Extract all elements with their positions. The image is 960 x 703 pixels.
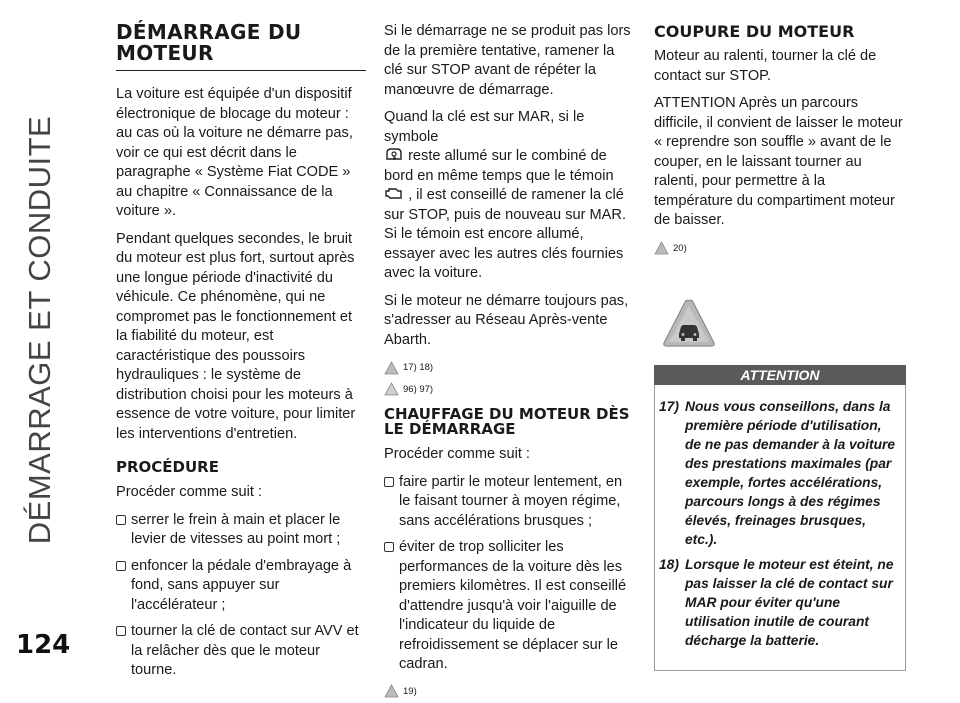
reference-note: 96) 97) — [384, 380, 636, 400]
paragraph: Si le démarrage ne se produit pas lors de la première tentative, ramener la clé sur STOP avant de répéter la manœuvre de démarrage. — [384, 23, 631, 98]
paragraph: Procéder comme suit : — [384, 446, 530, 462]
car-warning-triangle-icon — [662, 298, 716, 348]
info-triangle-icon — [384, 382, 399, 396]
paragraph: Moteur au ralenti, tourner la clé de contact sur STOP. — [654, 48, 877, 84]
checkbox-bullet-icon — [116, 515, 126, 525]
warning-triangle-icon — [654, 241, 669, 255]
checkbox-bullet-icon — [116, 561, 126, 571]
reference-note: 19) — [384, 682, 636, 702]
list-item: tourner la clé de contact sur AVV et la relâcher dès que le moteur tourne. — [116, 622, 366, 681]
heading-chauffage: CHAUFFAGE DU MOTEUR DÈS LE DÉMARRAGE — [384, 405, 630, 438]
warning-sign-area — [654, 298, 906, 355]
attention-item: 18) Lorsque le moteur est éteint, ne pas laisser la clé de contact sur MAR pour éviter qu'une utilisation inutile de courant décharge la batterie. — [659, 556, 894, 648]
heading-procedure: PROCÉDURE — [116, 458, 219, 476]
immobilizer-key-icon — [384, 147, 404, 162]
attention-header: ATTENTION — [654, 365, 906, 385]
engine-warning-icon — [384, 186, 404, 201]
attention-box — [654, 385, 906, 671]
column-3 — [654, 22, 906, 671]
warning-triangle-icon — [384, 361, 399, 375]
list-item: enfoncer la pédale d'embrayage à fond, sans appuyer sur l'accélérateur ; — [116, 557, 366, 616]
warning-triangle-icon — [384, 684, 399, 698]
checkbox-bullet-icon — [384, 542, 394, 552]
checkbox-bullet-icon — [384, 477, 394, 487]
paragraph: Pendant quelques secondes, le bruit du moteur est plus fort, surtout après une longue période d'inactivité du véhicule. Ce phénomène, qui ne compromet pas le fonctionnement et la fiabilité du moteur, est caractéristique des poussoirs hydrauliques : le système de distribution choisi pour les moteurs à essence de votre voiture, pour limiter les interventions d'entretien. — [116, 230, 356, 442]
list-item: serrer le frein à main et placer le levier de vitesses au point mort ; — [116, 511, 366, 550]
heading-demarrage: DÉMARRAGE DU MOTEUR — [116, 22, 366, 71]
paragraph: ATTENTION Après un parcours difficile, il convient de laisser le moteur « reprendre son souffle » avant de le couper, en le laissant tourner au ralenti, pour permettre à la température du compartiment moteur de baisser. — [654, 95, 903, 228]
column-1 — [116, 22, 366, 688]
attention-item: 17) Nous vous conseillons, dans la première période d'utilisation, de ne pas demander à la voiture des prestations maximales (par exemple, fortes accélérations, parcours longs à des régimes élevés, freinages brusques, etc.). — [659, 398, 896, 547]
reference-note: 17) 18) — [384, 358, 636, 378]
heading-coupure: COUPURE DU MOTEUR — [654, 22, 855, 41]
paragraph: Procéder comme suit : — [116, 484, 262, 500]
list-item: éviter de trop solliciter les performances de la voiture dès les premiers kilomètres. Il est conseillé d'attendre jusqu'à voir l'aiguille de l'indicateur du liquide de refroidissement se déplacer sur le cadran. — [384, 538, 636, 675]
page-number: 124 — [16, 630, 71, 660]
paragraph: Quand la clé est sur MAR, si le symbole reste allumé sur le combiné de bord en même temps que le témoin , il est conseillé de ramener la clé sur STOP, puis de nouveau sur MAR. Si le témoin est encore allumé, essayer avec les autres clés fournies avec la voiture. — [384, 109, 627, 281]
paragraph: La voiture est équipée d'un dispositif électronique de blocage du moteur : au cas où la voiture ne démarre pas, voir ce qui est décrit dans le paragraphe « Système Fiat CODE » au chapitre « Connaissance de la voiture ». — [116, 86, 353, 219]
reference-note: 20) — [654, 239, 906, 259]
paragraph: Si le moteur ne démarre toujours pas, s'adresser au Réseau Après-vente Abarth. — [384, 292, 629, 348]
section-title: DÉMARRAGE ET CONDUITE — [22, 115, 57, 545]
list-item: faire partir le moteur lentement, en le faisant tourner à moyen régime, sans accélérations brusques ; — [384, 473, 636, 532]
checkbox-bullet-icon — [116, 626, 126, 636]
column-2 — [384, 22, 636, 703]
